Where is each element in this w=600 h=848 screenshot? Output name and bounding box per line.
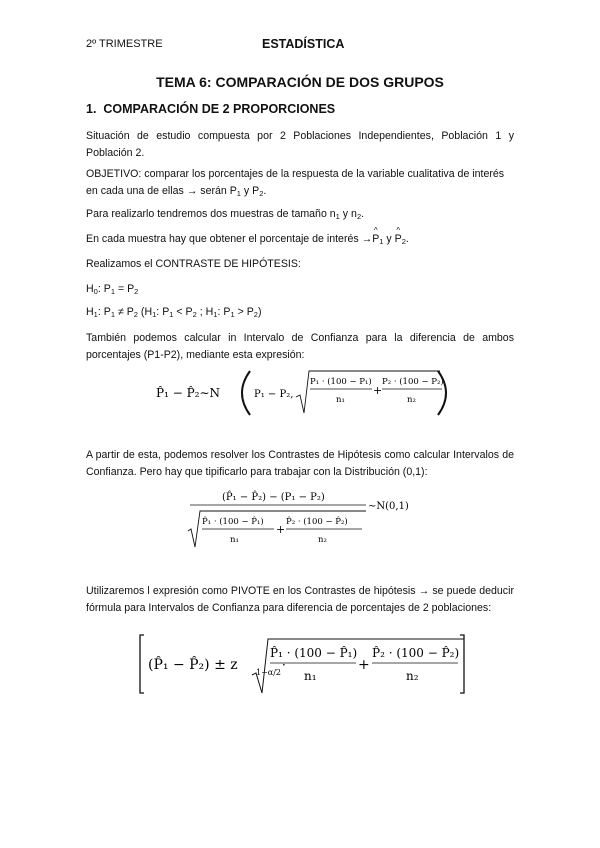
arrow-icon: → [418,585,430,597]
formula-2-num1: P̂₁ · (100 − P̂₁) [202,517,264,527]
subscript: 1 [379,237,384,246]
right-bracket [460,635,464,693]
document-title: TEMA 6: COMPARACIÓN DE DOS GRUPOS [156,74,444,90]
symbol-p: P [126,306,134,318]
symbol-n: n [351,208,357,220]
symbol-p: P [103,306,111,318]
colon: : [97,306,101,318]
formula-interval [138,633,468,697]
conjunction: y [243,184,250,197]
paragraph-confidence-interval: También podemos calcular in Intervalo de Confianza para la diferencia de ambos porcentajes (P1-P2), mediante esta expresión: [86,332,514,361]
formula-1-num2: P₂ · (100 − P₂) [382,377,444,387]
formula-1-num1: P₁ · (100 − P₁) [310,377,372,387]
subscript: 1 [169,310,174,319]
big-left-paren [242,371,250,415]
close-paren: ) [257,306,262,318]
paragraph-hypothesis-intro: Realizamos el CONTRASTE DE HIPÓTESIS: [86,258,301,270]
symbol-h: H [86,306,94,318]
paragraph-study-situation: Situación de estudio compuesta por 2 Poblaciones Independientes, Población 1 y Población 2. [86,130,514,159]
objective-text-end: serán P [200,184,237,197]
formula-2-svg [186,485,416,549]
subscript: 1 [93,310,98,319]
paragraph-standardize: A partir de esta, podemos resolver los Contrastes de Hipótesis como calcular Intervalos de Confianza. Pero hay que tipificarlo para trabajar con la Distribución (0,1): [86,449,514,478]
formula-2-num2: P̂₂ · (100 − P̂₂) [286,517,348,527]
arrow-icon: → [361,233,373,245]
multiply-dot: · [282,658,286,672]
plus-sign: + [358,657,370,673]
subscript: 1 [110,287,115,296]
formula-2-den2: n₂ [318,535,327,545]
symbol-p: P [252,184,260,197]
formula-1-den2: n₂ [407,395,416,405]
greater-than-sign: > [237,306,244,318]
symbol-h: H [205,306,214,318]
formula-standardized [186,485,416,549]
formula-1-mean: P₁ − P₂, [254,389,294,400]
subscript: 1 [236,188,241,198]
subscript: 2 [259,188,264,198]
pivot-text: Utilizaremos l expresión como PIVOTE en los Contrastes de hipótesis [86,585,416,597]
pivot-text-end: se puede deducir fórmula para Intervalos de Confianza para diferencia de porcentajes de 2 poblaciones: [86,585,514,614]
formula-3-den1: n₁ [304,669,317,683]
section-title: COMPARACIÓN DE 2 PROPORCIONES [103,102,336,116]
objective-text: OBJETIVO: comparar los porcentajes de la respuesta de la variable cualitativa de interés en cada una de ellas [86,168,505,197]
percentage-text: En cada muestra hay que obtener el porcentaje de interés [86,233,359,245]
formula-3-svg [138,633,468,697]
formula-2-den1: n₁ [230,535,239,545]
paragraph-objective [86,166,514,199]
symbol-p: P [103,283,111,295]
arrow-icon: → [186,184,198,197]
less-than-sign: < [176,306,183,318]
colon: : [156,306,160,318]
plus-sign: + [373,384,383,397]
section-number: 1. [86,102,97,116]
formula-1-left: P̂₁ − P̂₂∼N [156,386,221,400]
subscript: 1 [335,212,340,221]
paragraph-samples [86,206,514,223]
formula-2-distribution: ∼N(0,1) [368,501,409,512]
subscript: 1 [213,310,218,319]
symbol-p-hat: ^ P [372,231,379,248]
section-heading [86,102,335,116]
period: . [263,184,267,197]
period: . [405,233,409,245]
formula-3-z-subscript: 1−α/2 [256,668,281,677]
subscript: 2 [134,287,139,296]
symbol-p: P [246,306,254,318]
formula-1-den1: n₁ [336,395,345,405]
header-subject: ESTADÍSTICA [262,37,345,51]
symbol-p: P [127,283,135,295]
paragraph-percentage [86,231,514,248]
subscript: 2 [192,310,197,319]
formula-3-num1: P̂₁ · (100 − P̂₁) [270,646,358,660]
formula-sampling-distribution [150,367,450,419]
colon: : [217,306,221,318]
symbol-p: P [185,306,193,318]
formula-3-num2: P̂₂ · (100 − P̂₂) [372,646,460,660]
subscript: 1 [110,310,115,319]
symbol-p-hat: ^ P [395,231,402,248]
subscript: 2 [133,310,138,319]
left-bracket [140,635,144,693]
symbol-p: P [162,306,170,318]
subscript: 1 [152,310,157,319]
header-term: 2º TRIMESTRE [86,38,163,50]
open-paren: ( [140,306,145,318]
equals-sign: = [117,283,125,295]
conjunction: y [342,208,349,220]
subscript: 2 [401,237,406,246]
subscript: 0 [93,287,98,296]
symbol-h: H [86,283,94,295]
subscript: 2 [356,212,362,221]
colon: : [97,283,101,295]
subscript: 2 [253,310,258,319]
paragraph-pivot [86,583,514,616]
conjunction: y [386,233,392,245]
symbol-p: P [223,306,231,318]
formula-1-svg [150,367,450,419]
not-equal-sign: ≠ [117,306,124,318]
subscript: 1 [230,310,235,319]
null-hypothesis [86,281,514,298]
period: . [361,208,365,220]
samples-text: Para realizarlo tendremos dos muestras de tamaño n [86,208,336,220]
alternative-hypothesis [86,304,514,321]
semicolon: ; [199,306,203,318]
formula-3-den2: n₂ [406,669,419,683]
formula-2-numerator: (P̂₁ − P̂₂) − (P₁ − P₂) [222,492,325,503]
plus-sign: + [276,523,286,536]
formula-3-left: (P̂₁ − P̂₂) ± z [148,657,238,673]
symbol-h: H [144,306,153,318]
